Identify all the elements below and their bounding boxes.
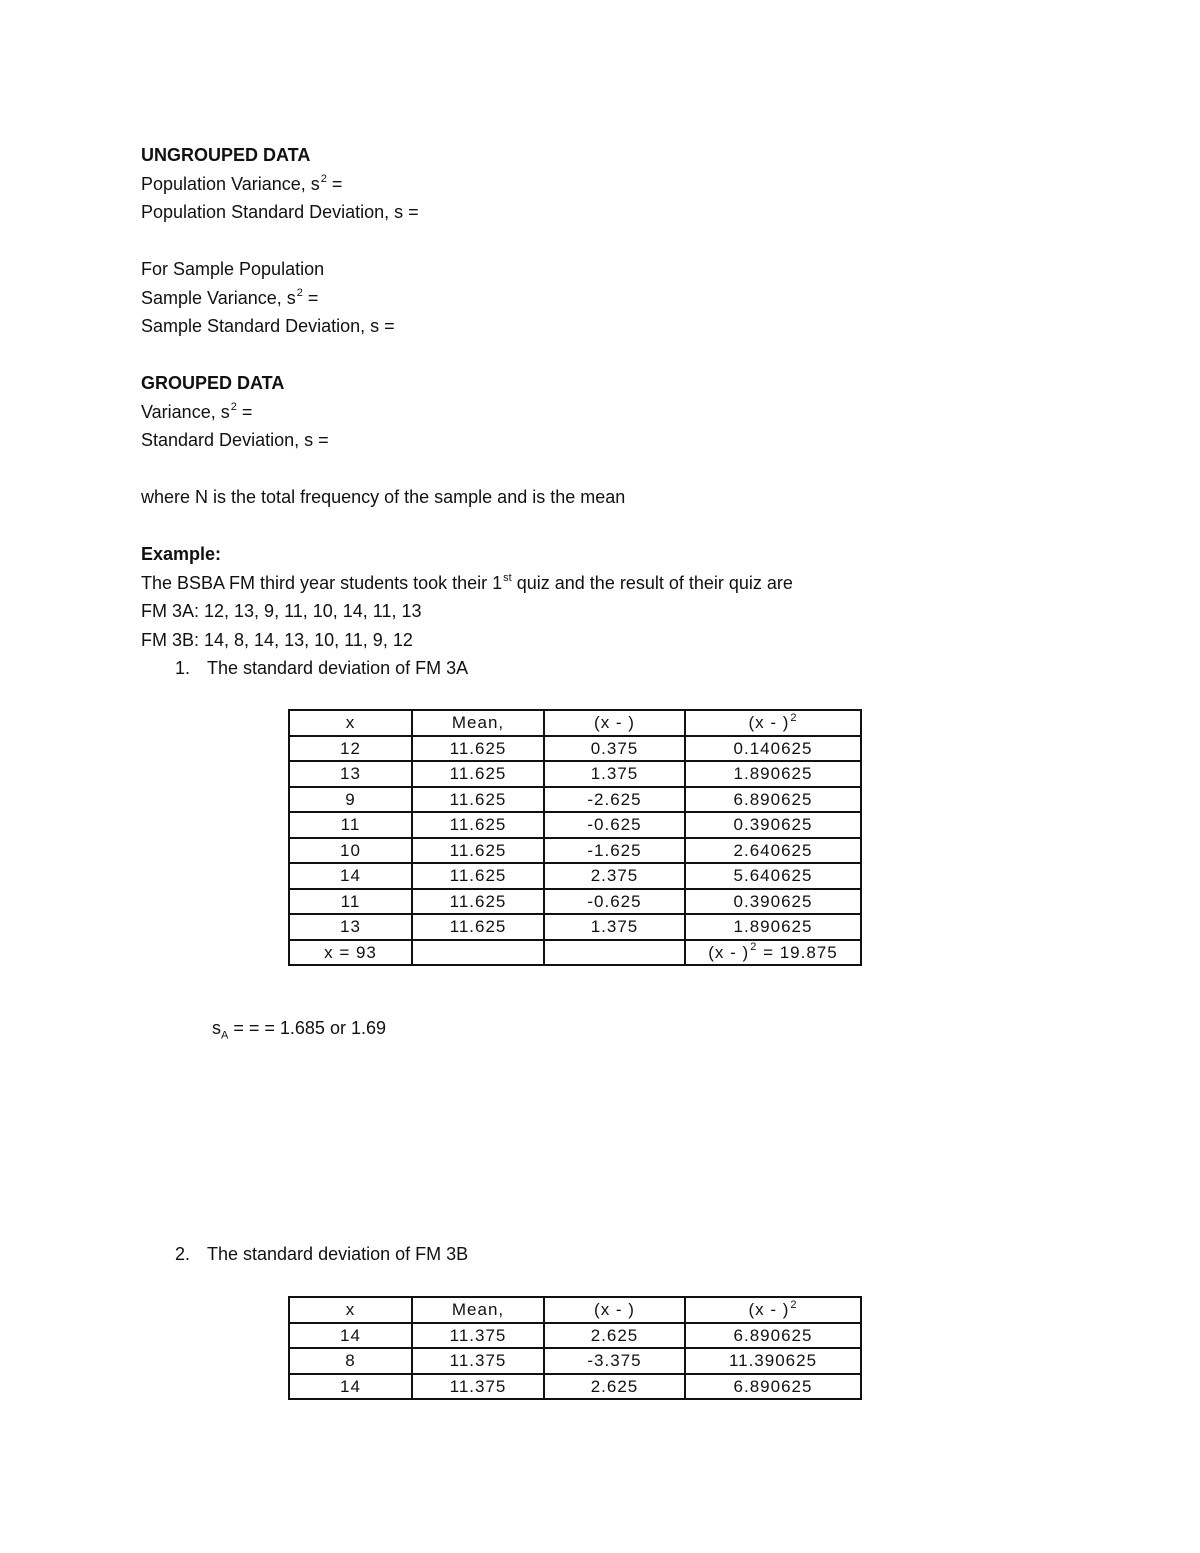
list-number: 2.: [175, 1244, 191, 1264]
subscript-a: A: [221, 1029, 229, 1042]
population-variance-label: Population Variance, s: [141, 173, 320, 194]
header-cell: (x - )$^2$: [685, 710, 861, 736]
ordinal-suffix: st: [503, 571, 512, 584]
example-intro: The BSBA FM third year students took their 1st quiz and the result of their quiz are: [141, 571, 793, 593]
ungrouped-heading: UNGROUPED DATA: [141, 145, 311, 165]
squared-mark: 2: [296, 286, 303, 299]
table-row: [289, 1374, 861, 1400]
table-cell: 12: [289, 736, 412, 762]
list-item-text: The standard deviation of FM 3B: [207, 1244, 469, 1264]
table-cell: 11.375: [412, 1374, 544, 1400]
table-cell: 11.625: [412, 914, 544, 940]
table-cell: 14: [289, 863, 412, 889]
sample-variance-line: [141, 284, 1041, 313]
header-cell: Mean,: [412, 1297, 544, 1323]
header-cell: x: [289, 710, 412, 736]
header-cell: (x - ): [544, 1297, 685, 1323]
table-cell: 11: [289, 889, 412, 915]
table-cell: 11.375: [412, 1348, 544, 1374]
table-cell: 2.640625: [685, 838, 861, 864]
fm3b-table: [288, 1296, 862, 1400]
equals-sign: =: [241, 401, 253, 422]
formulas-section: [141, 141, 1041, 683]
table-cell: 5.640625: [685, 863, 861, 889]
table-row: [289, 787, 861, 813]
total-x-cell: x = 93: [289, 940, 412, 966]
grouped-sd-line: Standard Deviation, s =: [141, 430, 329, 450]
example-heading: Example:: [141, 544, 222, 564]
equals-sign: =: [307, 287, 319, 308]
grouped-variance-label: Variance, s: [141, 401, 230, 422]
list-item-2: [141, 1240, 1041, 1269]
header-cell: (x - ): [544, 710, 685, 736]
table-cell: 1.375: [544, 914, 685, 940]
table-row: [289, 863, 861, 889]
table-cell: 2.625: [544, 1323, 685, 1349]
table-cell: -3.375: [544, 1348, 685, 1374]
fm3b-scores: FM 3B: 14, 8, 14, 13, 10, 11, 9, 12: [141, 629, 413, 650]
squared-mark: 2: [750, 941, 758, 954]
table-cell: 9: [289, 787, 412, 813]
note-line: where N is the total frequency of the sample and is the mean: [141, 487, 626, 507]
table-cell: 11.625: [412, 761, 544, 787]
table-cell: 14: [289, 1374, 412, 1400]
table-cell: 6.890625: [685, 1323, 861, 1349]
table-total-row: [289, 940, 861, 966]
table-row: [289, 914, 861, 940]
table-cell: 11.390625: [685, 1348, 861, 1374]
table-row: [289, 838, 861, 864]
list-item-1: [141, 654, 1041, 683]
table-row: [289, 812, 861, 838]
table-cell: 8: [289, 1348, 412, 1374]
sample-variance-label: Sample Variance, s: [141, 287, 296, 308]
list-item-text: The standard deviation of FM 3A: [207, 658, 469, 678]
table-cell: -0.625: [544, 812, 685, 838]
table-cell: 13: [289, 914, 412, 940]
item-2-section: [141, 1240, 1041, 1269]
table-row: [289, 736, 861, 762]
table-cell: 1.375: [544, 761, 685, 787]
table-cell: 2.375: [544, 863, 685, 889]
table-cell: 0.390625: [685, 889, 861, 915]
sd-result-text: = = = 1.685 or 1.69: [233, 1018, 386, 1038]
table-cell: 1.890625: [685, 914, 861, 940]
empty-cell: [544, 940, 685, 966]
squared-mark: 2: [230, 400, 237, 413]
table-header-row: [289, 1297, 861, 1323]
squared-mark: 2: [320, 172, 327, 185]
table-cell: 11.625: [412, 736, 544, 762]
table-row: [289, 889, 861, 915]
table-cell: 11.625: [412, 863, 544, 889]
table-cell: 11: [289, 812, 412, 838]
table-cell: 0.375: [544, 736, 685, 762]
population-variance-line: [141, 170, 1041, 199]
table-header-row: [289, 710, 861, 736]
table-cell: 0.390625: [685, 812, 861, 838]
table-cell: -0.625: [544, 889, 685, 915]
table-cell: 11.625: [412, 787, 544, 813]
fm3a-scores: FM 3A: 12, 13, 9, 11, 10, 14, 11, 13: [141, 601, 422, 621]
table-cell: 13: [289, 761, 412, 787]
empty-cell: [412, 940, 544, 966]
table-cell: 1.890625: [685, 761, 861, 787]
sd-result-formula: $s_A$ = = = 1.685 or 1.69: [212, 1018, 386, 1042]
table-cell: 11.625: [412, 838, 544, 864]
header-cell: Mean,: [412, 710, 544, 736]
table-row: [289, 1348, 861, 1374]
squared-mark: 2: [790, 711, 798, 724]
table-row: [289, 1323, 861, 1349]
population-sd-line: Population Standard Deviation, s =: [141, 202, 419, 222]
table-cell: -1.625: [544, 838, 685, 864]
equals-sign: =: [331, 173, 343, 194]
table-cell: 14: [289, 1323, 412, 1349]
total-squares-cell: (x - )$^2$ = 19.875: [685, 940, 861, 966]
table-cell: 10: [289, 838, 412, 864]
squared-mark: 2: [790, 1298, 798, 1311]
table-cell: -2.625: [544, 787, 685, 813]
table-cell: 11.625: [412, 889, 544, 915]
fm3a-table: [288, 709, 862, 966]
sample-sd-line: Sample Standard Deviation, s =: [141, 316, 395, 336]
table-cell: 11.375: [412, 1323, 544, 1349]
grouped-variance-line: [141, 398, 1041, 427]
table-cell: 11.625: [412, 812, 544, 838]
table-cell: 0.140625: [685, 736, 861, 762]
grouped-heading: GROUPED DATA: [141, 373, 285, 393]
table-cell: 2.625: [544, 1374, 685, 1400]
table-cell: 6.890625: [685, 1374, 861, 1400]
header-cell: x: [289, 1297, 412, 1323]
table-cell: 6.890625: [685, 787, 861, 813]
list-number: 1.: [175, 658, 191, 678]
table-row: [289, 761, 861, 787]
sample-population-heading: For Sample Population: [141, 259, 325, 279]
header-cell: (x - )$^2$: [685, 1297, 861, 1323]
